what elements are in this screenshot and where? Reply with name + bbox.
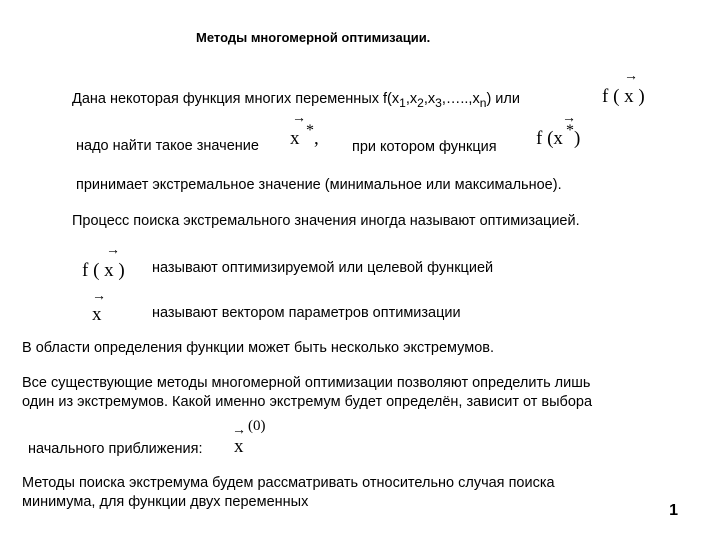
para-3-line-a: Методы поиска экстремума будем рассматривать относительно случая поиска [22, 475, 555, 491]
page-number: 1 [669, 502, 678, 519]
sep-3: ,…..,x [441, 91, 480, 107]
formula-x-initial [232, 418, 280, 458]
para-3 [22, 474, 555, 512]
sub-2: 2 [417, 95, 424, 110]
sub-n: n [479, 95, 487, 110]
def-2-text: называют вектором параметров оптимизации [152, 305, 461, 321]
formula-superscript: (0) [248, 418, 266, 434]
page-title: Методы многомерной оптимизации. [196, 30, 431, 45]
formula-text: f ( x ) [602, 86, 645, 107]
formula-star: * [566, 122, 574, 139]
formula-x-star [290, 112, 332, 154]
para-1: В области определения функции может быть несколько экстремумов. [22, 340, 495, 356]
line-2-mid: при котором функция [352, 139, 497, 155]
formula-x: x [234, 436, 244, 457]
para-2-line-a: Все существующие методы многомерной оптимизации позволяют определить лишь [22, 375, 591, 391]
vector-arrow-icon: → [92, 289, 106, 304]
formula-x: x [290, 128, 300, 149]
line-1-pre: Дана некоторая функция многих переменных f(x [72, 91, 400, 107]
sub-3: 3 [435, 95, 442, 110]
formula-close: ) [574, 128, 581, 149]
para-3-line-b: минимума, для функции двух переменных [22, 494, 309, 510]
line-1-text [72, 90, 520, 112]
vector-arrow-icon: → [624, 69, 638, 84]
formula-text: x [92, 304, 102, 325]
formula-f-of-x-star [536, 112, 588, 154]
para-2-line-b: один из экстремумов. Какой именно экстремум будет определён, зависит от выбора [22, 394, 593, 410]
formula-text: f ( x ) [82, 260, 125, 281]
def-1-text: называют оптимизируемой или целевой функцией [152, 260, 494, 276]
vector-arrow-icon: → [292, 111, 306, 126]
sub-1: 1 [399, 95, 406, 110]
para-2-line-c: начального приближения: [28, 441, 203, 457]
sep-2: ,x [423, 91, 436, 107]
line-4: Процесс поиска экстремального значения иногда называют оптимизацией. [72, 213, 580, 229]
line-3: принимает экстремальное значение (минимальное или максимальное). [76, 177, 562, 193]
formula-star: * [306, 122, 314, 139]
vector-arrow-icon: → [562, 111, 576, 126]
formula-f-x: f (x [536, 128, 563, 149]
para-2 [22, 374, 592, 412]
vector-arrow-icon: → [106, 243, 120, 258]
formula-f-of-x-vector [602, 70, 652, 110]
formula-comma: , [314, 128, 319, 149]
line-1-post: ) или [486, 91, 520, 107]
def-1-formula [82, 244, 132, 284]
sep-1: ,x [405, 91, 418, 107]
def-2-formula [92, 290, 116, 328]
line-2-pre: надо найти такое значение [76, 138, 259, 154]
vector-arrow-icon: → [232, 423, 246, 438]
